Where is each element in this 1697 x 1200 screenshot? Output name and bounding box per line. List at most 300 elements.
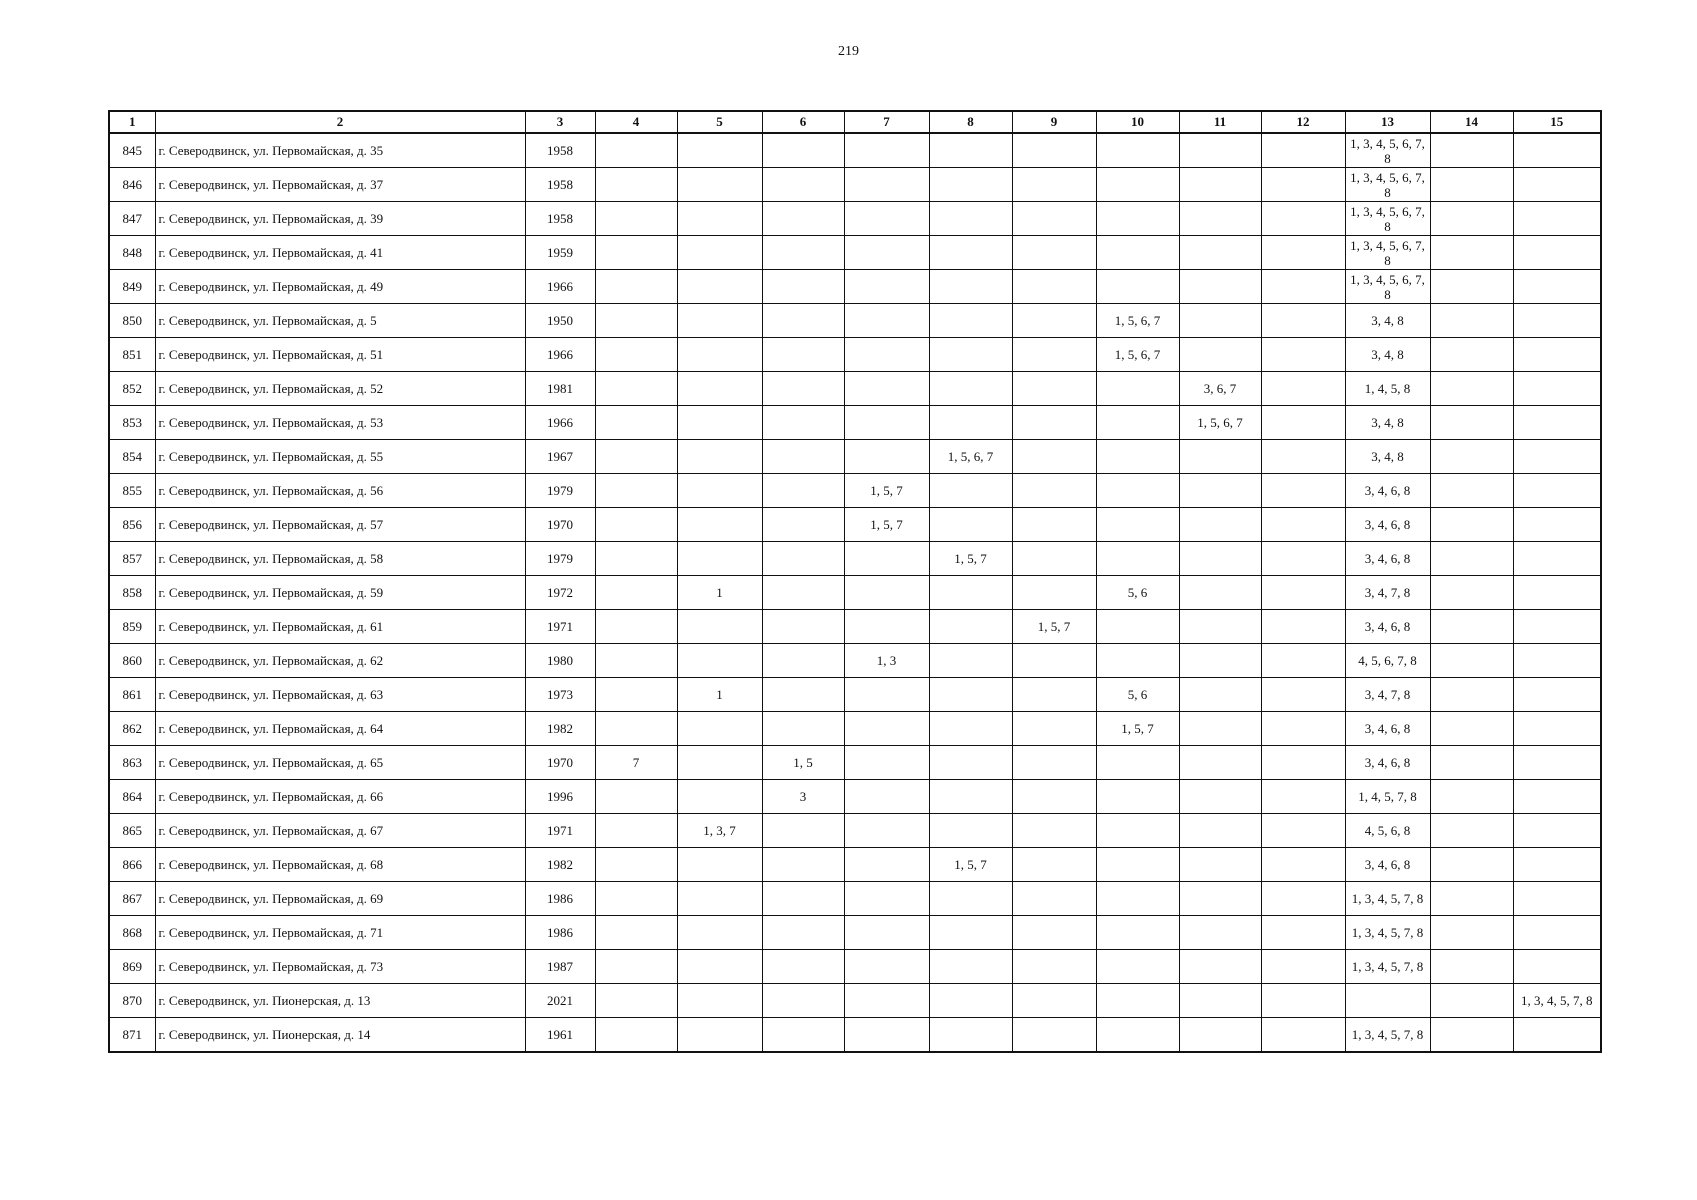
table-cell-col-10 <box>1096 780 1179 814</box>
table-cell-col-10 <box>1096 406 1179 440</box>
table-row <box>109 984 1601 1018</box>
table-cell-col-7: 1, 3 <box>844 644 929 678</box>
table-cell-col-5 <box>677 644 762 678</box>
table-cell-col-6 <box>762 678 844 712</box>
year-cell: 1970 <box>525 508 595 542</box>
row-number-cell: 845 <box>109 133 155 168</box>
address-cell: г. Северодвинск, ул. Первомайская, д. 68 <box>155 848 525 882</box>
row-number-cell: 868 <box>109 916 155 950</box>
address-cell: г. Северодвинск, ул. Первомайская, д. 56 <box>155 474 525 508</box>
table-cell-col-6 <box>762 950 844 984</box>
year-cell: 1987 <box>525 950 595 984</box>
table-cell-col-11 <box>1179 1018 1261 1053</box>
column-header-1: 1 <box>109 111 155 133</box>
table-cell-col-13: 1, 4, 5, 8 <box>1345 372 1430 406</box>
table-row <box>109 780 1601 814</box>
table-cell-col-11 <box>1179 270 1261 304</box>
table-cell-col-7 <box>844 848 929 882</box>
column-header-6: 6 <box>762 111 844 133</box>
year-cell: 1982 <box>525 712 595 746</box>
table-cell-col-14 <box>1430 576 1513 610</box>
table-row <box>109 304 1601 338</box>
table-cell-col-4 <box>595 882 677 916</box>
table-cell-col-12 <box>1261 610 1345 644</box>
table-cell-col-12 <box>1261 474 1345 508</box>
address-cell: г. Северодвинск, ул. Первомайская, д. 71 <box>155 916 525 950</box>
year-cell: 1972 <box>525 576 595 610</box>
table-cell-col-10 <box>1096 814 1179 848</box>
table-cell-col-11 <box>1179 848 1261 882</box>
table-cell-col-9 <box>1012 1018 1096 1053</box>
table-cell-col-7 <box>844 780 929 814</box>
table-cell-col-13: 4, 5, 6, 7, 8 <box>1345 644 1430 678</box>
table-cell-col-12 <box>1261 270 1345 304</box>
table-cell-col-6 <box>762 610 844 644</box>
table-cell-col-11 <box>1179 780 1261 814</box>
table-cell-col-10 <box>1096 236 1179 270</box>
address-cell: г. Северодвинск, ул. Первомайская, д. 61 <box>155 610 525 644</box>
table-cell-col-12 <box>1261 236 1345 270</box>
table-cell-col-14 <box>1430 304 1513 338</box>
table-cell-col-8 <box>929 304 1012 338</box>
table-cell-col-13: 1, 3, 4, 5, 7, 8 <box>1345 916 1430 950</box>
table-cell-col-6 <box>762 304 844 338</box>
table-cell-col-14 <box>1430 474 1513 508</box>
column-header-10: 10 <box>1096 111 1179 133</box>
table-cell-col-15 <box>1513 576 1601 610</box>
row-number-cell: 861 <box>109 678 155 712</box>
row-number-cell: 865 <box>109 814 155 848</box>
table-cell-col-12 <box>1261 508 1345 542</box>
table-cell-col-13: 1, 4, 5, 7, 8 <box>1345 780 1430 814</box>
table-cell-col-12 <box>1261 678 1345 712</box>
table-cell-col-15 <box>1513 304 1601 338</box>
table-cell-col-13: 3, 4, 8 <box>1345 440 1430 474</box>
address-cell: г. Северодвинск, ул. Первомайская, д. 37 <box>155 168 525 202</box>
table-cell-col-5 <box>677 270 762 304</box>
year-cell: 1982 <box>525 848 595 882</box>
table-cell-col-14 <box>1430 712 1513 746</box>
year-cell: 1986 <box>525 882 595 916</box>
table-cell-col-9 <box>1012 270 1096 304</box>
table-cell-col-9 <box>1012 542 1096 576</box>
address-cell: г. Северодвинск, ул. Первомайская, д. 51 <box>155 338 525 372</box>
table-cell-col-14 <box>1430 236 1513 270</box>
table-cell-col-12 <box>1261 1018 1345 1053</box>
year-cell: 1966 <box>525 338 595 372</box>
table-cell-col-9 <box>1012 746 1096 780</box>
table-cell-col-12 <box>1261 406 1345 440</box>
table-cell-col-5 <box>677 338 762 372</box>
address-cell: г. Северодвинск, ул. Первомайская, д. 57 <box>155 508 525 542</box>
table-cell-col-5 <box>677 440 762 474</box>
table-cell-col-6 <box>762 236 844 270</box>
table-cell-col-6 <box>762 406 844 440</box>
table-cell-col-6 <box>762 474 844 508</box>
year-cell: 1986 <box>525 916 595 950</box>
table-cell-col-12 <box>1261 848 1345 882</box>
page-number: 219 <box>838 44 859 59</box>
table-cell-col-15 <box>1513 270 1601 304</box>
table-cell-col-15 <box>1513 882 1601 916</box>
row-number-cell: 867 <box>109 882 155 916</box>
year-cell: 1971 <box>525 610 595 644</box>
table-cell-col-8 <box>929 508 1012 542</box>
row-number-cell: 849 <box>109 270 155 304</box>
table-cell-col-14 <box>1430 372 1513 406</box>
table-cell-col-9 <box>1012 916 1096 950</box>
year-cell: 1958 <box>525 168 595 202</box>
table-cell-col-9 <box>1012 406 1096 440</box>
table-cell-col-9: 1, 5, 7 <box>1012 610 1096 644</box>
table-cell-col-5 <box>677 916 762 950</box>
table-cell-col-7: 1, 5, 7 <box>844 474 929 508</box>
table-cell-col-5 <box>677 168 762 202</box>
year-cell: 1981 <box>525 372 595 406</box>
table-cell-col-4 <box>595 304 677 338</box>
table-cell-col-5 <box>677 304 762 338</box>
table-row <box>109 746 1601 780</box>
address-cell: г. Северодвинск, ул. Первомайская, д. 35 <box>155 133 525 168</box>
table-row <box>109 236 1601 270</box>
table-cell-col-13: 3, 4, 6, 8 <box>1345 712 1430 746</box>
table-cell-col-14 <box>1430 406 1513 440</box>
table-cell-col-11 <box>1179 440 1261 474</box>
table-cell-col-14 <box>1430 338 1513 372</box>
table-cell-col-6: 3 <box>762 780 844 814</box>
table-cell-col-11 <box>1179 474 1261 508</box>
table-cell-col-8 <box>929 610 1012 644</box>
table-cell-col-9 <box>1012 440 1096 474</box>
address-cell: г. Северодвинск, ул. Первомайская, д. 55 <box>155 440 525 474</box>
table-row <box>109 610 1601 644</box>
table-cell-col-6 <box>762 168 844 202</box>
year-cell: 1979 <box>525 474 595 508</box>
table-cell-col-13: 3, 4, 8 <box>1345 406 1430 440</box>
table-cell-col-8 <box>929 576 1012 610</box>
column-header-7: 7 <box>844 111 929 133</box>
table-cell-col-4 <box>595 712 677 746</box>
table-cell-col-13: 3, 4, 6, 8 <box>1345 610 1430 644</box>
table-cell-col-6 <box>762 133 844 168</box>
address-cell: г. Северодвинск, ул. Первомайская, д. 64 <box>155 712 525 746</box>
table-row <box>109 678 1601 712</box>
table-row <box>109 644 1601 678</box>
table-cell-col-11 <box>1179 882 1261 916</box>
table-cell-col-12 <box>1261 440 1345 474</box>
row-number-cell: 870 <box>109 984 155 1018</box>
table-cell-col-13: 1, 3, 4, 5, 6, 7, 8 <box>1345 168 1430 202</box>
column-header-11: 11 <box>1179 111 1261 133</box>
table-cell-col-5: 1 <box>677 678 762 712</box>
table-cell-col-7 <box>844 712 929 746</box>
table-cell-col-7 <box>844 304 929 338</box>
table-cell-col-4 <box>595 814 677 848</box>
table-row <box>109 406 1601 440</box>
row-number-cell: 854 <box>109 440 155 474</box>
table-cell-col-4 <box>595 542 677 576</box>
table-cell-col-10 <box>1096 508 1179 542</box>
column-header-3: 3 <box>525 111 595 133</box>
table-cell-col-7 <box>844 950 929 984</box>
table-cell-col-15 <box>1513 202 1601 236</box>
table-cell-col-10 <box>1096 202 1179 236</box>
table-cell-col-15 <box>1513 133 1601 168</box>
table-cell-col-8 <box>929 644 1012 678</box>
table-cell-col-9 <box>1012 168 1096 202</box>
address-cell: г. Северодвинск, ул. Первомайская, д. 63 <box>155 678 525 712</box>
row-number-cell: 853 <box>109 406 155 440</box>
table-cell-col-9 <box>1012 780 1096 814</box>
table-cell-col-8: 1, 5, 7 <box>929 848 1012 882</box>
table-cell-col-6 <box>762 338 844 372</box>
table-cell-col-11 <box>1179 712 1261 746</box>
table-cell-col-5 <box>677 780 762 814</box>
table-cell-col-12 <box>1261 304 1345 338</box>
table-cell-col-8 <box>929 950 1012 984</box>
table-cell-col-14 <box>1430 916 1513 950</box>
table-cell-col-9 <box>1012 236 1096 270</box>
table-cell-col-5 <box>677 542 762 576</box>
year-cell: 1966 <box>525 406 595 440</box>
table-cell-col-5 <box>677 950 762 984</box>
table-cell-col-5: 1 <box>677 576 762 610</box>
table-row <box>109 916 1601 950</box>
table-cell-col-4 <box>595 133 677 168</box>
table-cell-col-10: 1, 5, 6, 7 <box>1096 304 1179 338</box>
table-header-row <box>109 111 1601 133</box>
table-cell-col-6 <box>762 644 844 678</box>
table-cell-col-9 <box>1012 372 1096 406</box>
address-cell: г. Северодвинск, ул. Первомайская, д. 73 <box>155 950 525 984</box>
table-cell-col-14 <box>1430 882 1513 916</box>
table-cell-col-13: 3, 4, 6, 8 <box>1345 542 1430 576</box>
table-cell-col-12 <box>1261 338 1345 372</box>
table-cell-col-10 <box>1096 882 1179 916</box>
table-cell-col-5 <box>677 1018 762 1053</box>
table-cell-col-4: 7 <box>595 746 677 780</box>
table-cell-col-15 <box>1513 644 1601 678</box>
row-number-cell: 858 <box>109 576 155 610</box>
table-cell-col-9 <box>1012 304 1096 338</box>
table-cell-col-14 <box>1430 780 1513 814</box>
table-cell-col-7 <box>844 882 929 916</box>
table-cell-col-13: 3, 4, 8 <box>1345 304 1430 338</box>
address-cell: г. Северодвинск, ул. Первомайская, д. 52 <box>155 372 525 406</box>
table-cell-col-6 <box>762 202 844 236</box>
table-cell-col-14 <box>1430 678 1513 712</box>
address-cell: г. Северодвинск, ул. Первомайская, д. 49 <box>155 270 525 304</box>
table-cell-col-5 <box>677 406 762 440</box>
table-cell-col-7 <box>844 678 929 712</box>
table-cell-col-14 <box>1430 1018 1513 1053</box>
table-cell-col-5 <box>677 746 762 780</box>
table-cell-col-10 <box>1096 950 1179 984</box>
row-number-cell: 851 <box>109 338 155 372</box>
year-cell: 1967 <box>525 440 595 474</box>
table-cell-col-8 <box>929 202 1012 236</box>
table-cell-col-10: 5, 6 <box>1096 576 1179 610</box>
table-cell-col-13: 3, 4, 7, 8 <box>1345 576 1430 610</box>
table-cell-col-7 <box>844 916 929 950</box>
table-cell-col-15 <box>1513 848 1601 882</box>
table-cell-col-13: 4, 5, 6, 8 <box>1345 814 1430 848</box>
table-cell-col-5 <box>677 610 762 644</box>
address-cell: г. Северодвинск, ул. Первомайская, д. 69 <box>155 882 525 916</box>
table-cell-col-10 <box>1096 1018 1179 1053</box>
table-cell-col-9 <box>1012 474 1096 508</box>
column-header-8: 8 <box>929 111 1012 133</box>
year-cell: 1950 <box>525 304 595 338</box>
year-cell: 1980 <box>525 644 595 678</box>
table-cell-col-10 <box>1096 644 1179 678</box>
table-cell-col-13: 3, 4, 6, 8 <box>1345 474 1430 508</box>
table-cell-col-7 <box>844 133 929 168</box>
table-row <box>109 814 1601 848</box>
table-cell-col-14 <box>1430 542 1513 576</box>
table-cell-col-7 <box>844 236 929 270</box>
table-cell-col-6 <box>762 916 844 950</box>
table-cell-col-13: 1, 3, 4, 5, 7, 8 <box>1345 1018 1430 1053</box>
table-cell-col-7 <box>844 814 929 848</box>
table-row <box>109 270 1601 304</box>
table-cell-col-5 <box>677 882 762 916</box>
table-cell-col-15 <box>1513 746 1601 780</box>
table-cell-col-5 <box>677 984 762 1018</box>
row-number-cell: 869 <box>109 950 155 984</box>
table-cell-col-10 <box>1096 270 1179 304</box>
year-cell: 1979 <box>525 542 595 576</box>
table-cell-col-6 <box>762 882 844 916</box>
table-cell-col-11 <box>1179 304 1261 338</box>
table-cell-col-5 <box>677 848 762 882</box>
table-cell-col-15: 1, 3, 4, 5, 7, 8 <box>1513 984 1601 1018</box>
table-cell-col-13: 3, 4, 6, 8 <box>1345 746 1430 780</box>
table-cell-col-14 <box>1430 508 1513 542</box>
table-cell-col-15 <box>1513 236 1601 270</box>
table-cell-col-14 <box>1430 440 1513 474</box>
table-cell-col-7 <box>844 372 929 406</box>
table-row <box>109 202 1601 236</box>
table-cell-col-6 <box>762 848 844 882</box>
table-cell-col-12 <box>1261 542 1345 576</box>
table-cell-col-6 <box>762 712 844 746</box>
table-cell-col-10 <box>1096 372 1179 406</box>
table-row <box>109 1018 1601 1053</box>
table-cell-col-4 <box>595 916 677 950</box>
table-cell-col-10: 5, 6 <box>1096 678 1179 712</box>
column-header-2: 2 <box>155 111 525 133</box>
table-cell-col-14 <box>1430 746 1513 780</box>
table-cell-col-15 <box>1513 168 1601 202</box>
table-cell-col-15 <box>1513 542 1601 576</box>
row-number-cell: 864 <box>109 780 155 814</box>
table-cell-col-11 <box>1179 984 1261 1018</box>
table-cell-col-6 <box>762 508 844 542</box>
table-cell-col-13: 3, 4, 6, 8 <box>1345 508 1430 542</box>
table-cell-col-11 <box>1179 950 1261 984</box>
table-cell-col-10 <box>1096 916 1179 950</box>
table-cell-col-5 <box>677 372 762 406</box>
table-cell-col-8 <box>929 270 1012 304</box>
address-cell: г. Северодвинск, ул. Первомайская, д. 53 <box>155 406 525 440</box>
table-cell-col-4 <box>595 644 677 678</box>
table-cell-col-11 <box>1179 814 1261 848</box>
table-cell-col-14 <box>1430 270 1513 304</box>
table-cell-col-7 <box>844 440 929 474</box>
address-cell: г. Северодвинск, ул. Первомайская, д. 62 <box>155 644 525 678</box>
address-cell: г. Северодвинск, ул. Первомайская, д. 67 <box>155 814 525 848</box>
table-cell-col-8 <box>929 168 1012 202</box>
table-cell-col-7: 1, 5, 7 <box>844 508 929 542</box>
table-cell-col-4 <box>595 984 677 1018</box>
year-cell: 1958 <box>525 202 595 236</box>
table-cell-col-4 <box>595 950 677 984</box>
table-cell-col-9 <box>1012 814 1096 848</box>
table-cell-col-9 <box>1012 644 1096 678</box>
table-row <box>109 950 1601 984</box>
table-cell-col-10 <box>1096 984 1179 1018</box>
table-cell-col-13: 3, 4, 8 <box>1345 338 1430 372</box>
table-cell-col-8 <box>929 882 1012 916</box>
table-cell-col-9 <box>1012 508 1096 542</box>
table-cell-col-7 <box>844 168 929 202</box>
row-number-cell: 866 <box>109 848 155 882</box>
table-cell-col-8 <box>929 338 1012 372</box>
table-cell-col-14 <box>1430 202 1513 236</box>
table-cell-col-4 <box>595 202 677 236</box>
table-cell-col-8 <box>929 780 1012 814</box>
table-cell-col-4 <box>595 474 677 508</box>
table-cell-col-7 <box>844 576 929 610</box>
table-cell-col-11 <box>1179 916 1261 950</box>
table-cell-col-4 <box>595 168 677 202</box>
table-cell-col-13: 1, 3, 4, 5, 7, 8 <box>1345 950 1430 984</box>
row-number-cell: 862 <box>109 712 155 746</box>
table-cell-col-13: 1, 3, 4, 5, 6, 7, 8 <box>1345 236 1430 270</box>
year-cell: 1958 <box>525 133 595 168</box>
table-row <box>109 882 1601 916</box>
table-cell-col-7 <box>844 984 929 1018</box>
table-cell-col-4 <box>595 270 677 304</box>
table-cell-col-13 <box>1345 984 1430 1018</box>
table-cell-col-10 <box>1096 440 1179 474</box>
table-cell-col-7 <box>844 1018 929 1053</box>
address-cell: г. Северодвинск, ул. Первомайская, д. 65 <box>155 746 525 780</box>
column-header-12: 12 <box>1261 111 1345 133</box>
table-cell-col-8 <box>929 474 1012 508</box>
address-cell: г. Северодвинск, ул. Первомайская, д. 58 <box>155 542 525 576</box>
year-cell: 1973 <box>525 678 595 712</box>
table-cell-col-4 <box>595 440 677 474</box>
table-cell-col-8 <box>929 984 1012 1018</box>
table-cell-col-9 <box>1012 678 1096 712</box>
table-cell-col-4 <box>595 848 677 882</box>
table-cell-col-14 <box>1430 168 1513 202</box>
table-cell-col-8: 1, 5, 6, 7 <box>929 440 1012 474</box>
table-cell-col-11 <box>1179 542 1261 576</box>
table-cell-col-13: 3, 4, 7, 8 <box>1345 678 1430 712</box>
table-cell-col-5 <box>677 202 762 236</box>
row-number-cell: 848 <box>109 236 155 270</box>
table-cell-col-11 <box>1179 746 1261 780</box>
table-cell-col-15 <box>1513 508 1601 542</box>
column-header-14: 14 <box>1430 111 1513 133</box>
table-row <box>109 542 1601 576</box>
table-row <box>109 133 1601 168</box>
table-cell-col-15 <box>1513 610 1601 644</box>
table-cell-col-11 <box>1179 610 1261 644</box>
